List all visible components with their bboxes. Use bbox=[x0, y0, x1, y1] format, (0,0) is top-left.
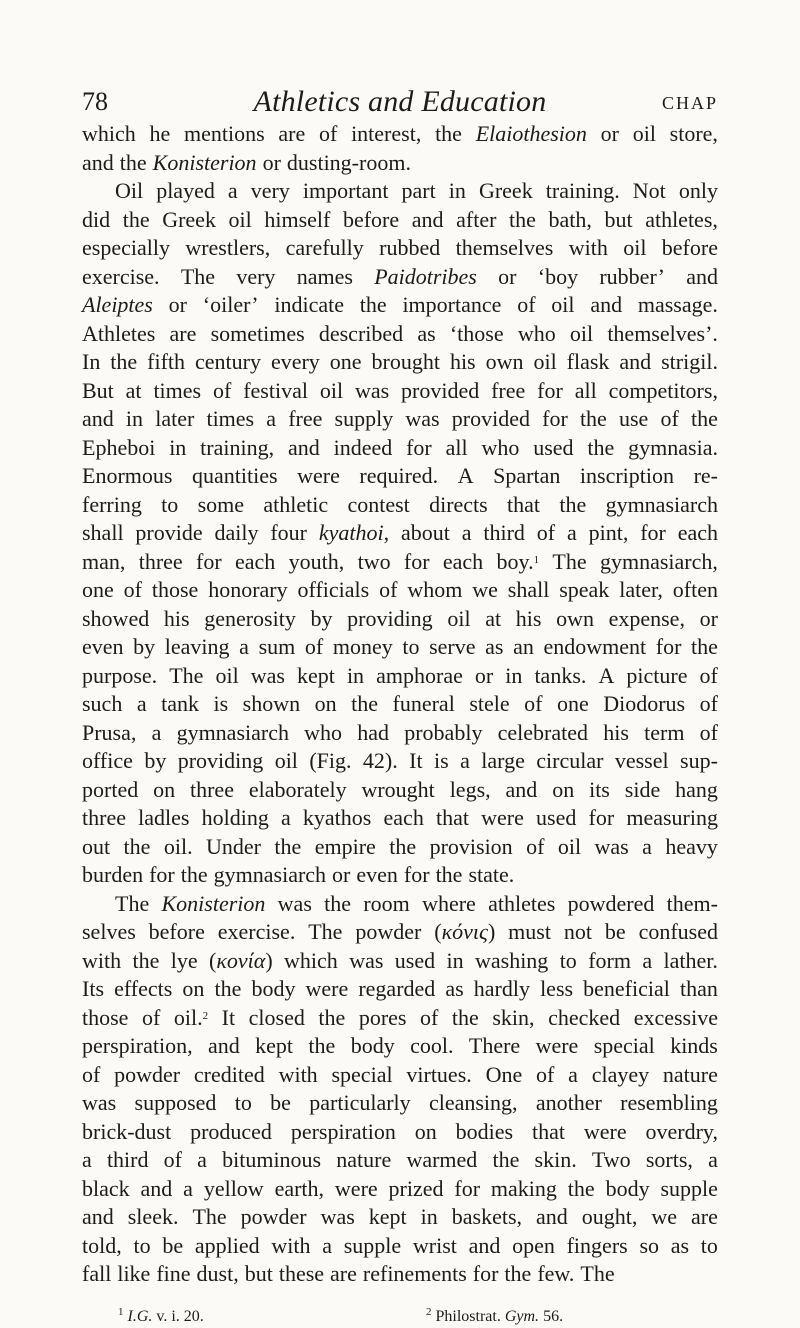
chapter-label: CHAP bbox=[661, 93, 718, 113]
text-line: man, three for each youth, two for each boy.$^1$ The gymnasiarch, bbox=[82, 548, 718, 574]
text-line: But at times of festival oil was provided free for all competitors, bbox=[82, 377, 718, 403]
text-line: a third of a bituminous nature warmed the skin. Two sorts, a bbox=[82, 1147, 718, 1172]
footnote-1 bbox=[118, 1306, 204, 1328]
text-line: and sleek. The powder was kept in baskets, and ought, we are bbox=[82, 1204, 718, 1229]
body-text bbox=[82, 120, 718, 1289]
text-line: Athletes are sometimes described as ‘those who oil themselves’. bbox=[82, 320, 718, 346]
text-line: and in later times a free supply was provided for the use of the bbox=[82, 406, 718, 431]
text-line: Prusa, a gymnasiarch who had probably celebrated his term of bbox=[82, 719, 718, 745]
text-line: Epheboi in training, and indeed for all who used the gymnasia. bbox=[82, 434, 718, 460]
text-line: of powder credited with special virtues. One of a clayey nature bbox=[82, 1061, 718, 1087]
text-line: Its effects on the body were regarded as hardly less beneficial than bbox=[82, 976, 718, 1001]
footnote-2 bbox=[426, 1306, 563, 1328]
text-line: selves before exercise. The powder (κόνις) must not be confused bbox=[82, 919, 718, 944]
text-line: those of oil.$^2$ It closed the pores of the skin, checked excessive bbox=[82, 1004, 718, 1030]
footnote-reference: 1 bbox=[533, 553, 540, 566]
text-line: did the Greek oil himself before and after the bath, but athletes, bbox=[82, 206, 718, 232]
text-line: one of those honorary officials of whom we shall speak later, often bbox=[82, 577, 718, 602]
text-line: told, to be applied with a supple wrist and open fingers so as to bbox=[82, 1232, 718, 1258]
text-line: burden for the gymnasiarch or even for the state. bbox=[82, 862, 515, 887]
text-line: and the Konisterion or dusting-room. bbox=[82, 149, 411, 175]
running-title: Athletics and Education bbox=[253, 85, 547, 118]
text-line: especially wrestlers, carefully rubbed themselves with oil before bbox=[82, 235, 718, 260]
text-line: showed his generosity by providing oil at his own expense, or bbox=[82, 605, 718, 631]
page-number: 78 bbox=[82, 87, 108, 116]
text-line: The Konisterion was the room where athletes powdered them- bbox=[115, 890, 718, 916]
footnote-text: Philostrat. Gym. 56. bbox=[435, 1308, 564, 1325]
text-line: three ladles holding a kyathos each that were used for measuring bbox=[82, 805, 718, 830]
footnotes bbox=[82, 1306, 718, 1328]
text-line: which he mentions are of interest, the Elaiothesion or oil store, bbox=[82, 121, 718, 146]
text-line: fall like fine dust, but these are refinements for the few. The bbox=[82, 1261, 615, 1286]
text-line: ferring to some athletic contest directs that the gymnasiarch bbox=[82, 491, 718, 517]
text-line: brick-dust produced perspiration on bodies that were overdry, bbox=[82, 1118, 718, 1144]
text-line: was supposed to be particularly cleansing, another resembling bbox=[82, 1090, 718, 1115]
footnote-reference: 2 bbox=[202, 1009, 209, 1022]
text-line: even by leaving a sum of money to serve as an endowment for the bbox=[82, 634, 718, 659]
footnote-mark: 2 bbox=[426, 1306, 432, 1318]
text-line: black and a yellow earth, were prized for making the body supple bbox=[82, 1175, 718, 1201]
footnote-mark: 1 bbox=[118, 1306, 124, 1318]
text-line: out the oil. Under the empire the provision of oil was a heavy bbox=[82, 833, 718, 859]
text-line: Enormous quantities were required. A Spartan inscription re- bbox=[82, 463, 718, 488]
text-line: Oil played a very important part in Greek training. Not only bbox=[115, 178, 718, 203]
text-line: ported on three elaborately wrought legs, and on its side hang bbox=[82, 776, 718, 802]
running-header bbox=[82, 86, 718, 124]
text-line: perspiration, and kept the body cool. There were special kinds bbox=[82, 1033, 718, 1058]
text-line: purpose. The oil was kept in amphorae or in tanks. A picture of bbox=[82, 662, 718, 688]
text-line: In the fifth century every one brought his own oil flask and strigil. bbox=[82, 349, 718, 374]
text-line: shall provide daily four kyathoi, about a third of a pint, for each bbox=[82, 520, 718, 545]
text-line: Aleiptes or ‘oiler’ indicate the importance of oil and massage. bbox=[82, 292, 718, 317]
text-line: exercise. The very names Paidotribes or ‘boy rubber’ and bbox=[82, 263, 718, 289]
footnote-text: I.G. v. i. 20. bbox=[127, 1308, 204, 1325]
text-line: office by providing oil (Fig. 42). It is a large circular vessel sup- bbox=[82, 748, 718, 773]
text-line: such a tank is shown on the funeral stele of one Diodorus of bbox=[82, 691, 718, 716]
text-line: with the lye (κονία) which was used in washing to form a lather. bbox=[82, 947, 718, 973]
